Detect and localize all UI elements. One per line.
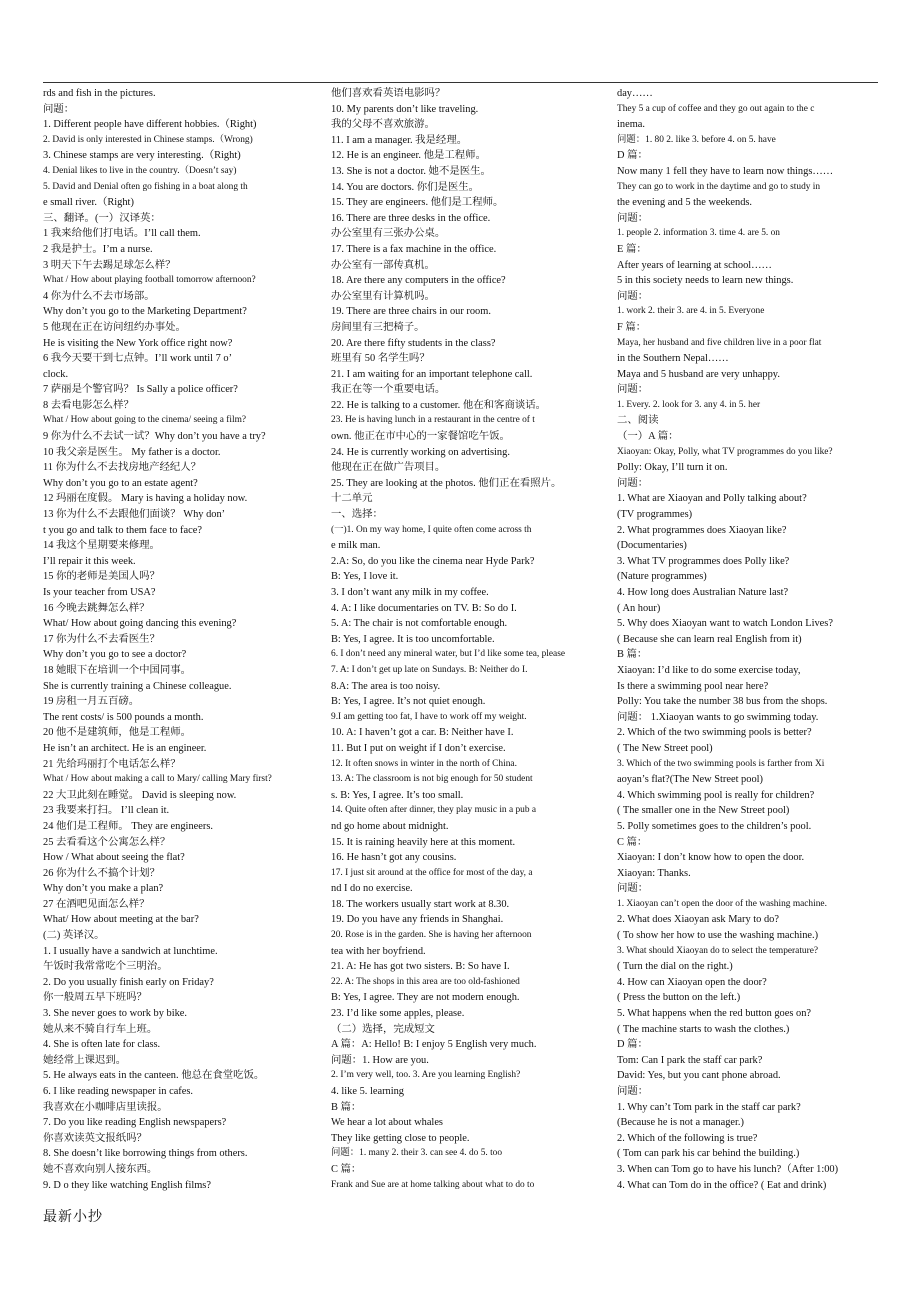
- text-line: 2. Which of the two swimming pools is better?: [617, 727, 812, 739]
- text-line: What / How about going to the cinema/ seeing a film?: [43, 415, 247, 426]
- text-line: E 篇：: [617, 243, 647, 255]
- text-line: 9.I am getting too fat, I have to work off my weight.: [331, 711, 527, 722]
- text-line: tea with her boyfriend.: [331, 945, 426, 957]
- text-line: What / How about playing football tomorrow afternoon?: [43, 275, 256, 286]
- text-line: inema.: [617, 119, 645, 131]
- text-line: 问题：: [617, 1086, 649, 1097]
- text-line: own. 他正在市中心的一家餐馆吃午饭。: [331, 431, 510, 443]
- text-line: 你喜欢读英文报纸吗？: [43, 1132, 147, 1144]
- text-line: 12. It often snows in winter in the north of China.: [331, 758, 517, 769]
- text-line: 16. He hasn’t got any cousins.: [331, 852, 457, 864]
- text-line: 3. What should Xiaoyan do to select the temperature?: [617, 945, 819, 956]
- text-line: B: Yes, I agree. It’s not quiet enough.: [331, 696, 486, 708]
- text-line: 2. Do you usually finish early on Friday?: [43, 976, 214, 988]
- text-line: 问题： 1.Xiaoyan wants to go swimming today.: [617, 711, 819, 723]
- text-line: Why don’t you go to an estate agent?: [43, 477, 198, 489]
- text-line: 4. She is often late for class.: [43, 1039, 161, 1051]
- header-rule: [43, 82, 878, 83]
- text-line: 15 你的老师是美国人吗？: [43, 571, 160, 583]
- text-line: 1. Why can’t Tom park in the staff car park?: [617, 1101, 801, 1113]
- text-line: 19. Do you have any friends in Shanghai.: [331, 914, 504, 926]
- text-line: 她经常上课迟到。: [43, 1054, 127, 1066]
- text-line: 十二单元: [331, 493, 373, 505]
- text-line: 27 在酒吧见面怎么样？: [43, 898, 150, 910]
- text-line: 10. A: I haven’t got a car. B: Neither have I.: [331, 727, 514, 739]
- text-line: 18 她眼下在培训一个中国同事。: [43, 664, 192, 676]
- text-line: 8. She doesn’t like borrowing things from others.: [43, 1148, 248, 1160]
- text-line: Xiaoyan: I don’t know how to open the door.: [617, 852, 805, 864]
- text-line: 17. I just sit around at the office for most of the day, a: [331, 867, 533, 878]
- text-line: Xiaoyan: Okay, Polly, what TV programmes do you like?: [617, 446, 833, 457]
- text-line: 11. I am a manager. 我是经理。: [331, 134, 468, 146]
- text-line: 2.A: So, do you like the cinema near Hyde Park?: [331, 555, 535, 567]
- text-line: 1. I usually have a sandwich at lunchtime.: [43, 945, 218, 957]
- text-line: 5 他现在正在访问纽约办事处。: [43, 321, 186, 333]
- text-line: 21. A: He has got two sisters. B: So have I.: [331, 961, 510, 973]
- text-line: 25 去看看这个公寓怎么样？: [43, 836, 171, 848]
- text-line: 二、阅读: [617, 415, 659, 427]
- text-line: day……: [617, 88, 653, 99]
- text-line: The rent costs/ is 500 pounds a month.: [43, 711, 204, 723]
- text-line: 5. David and Denial often go fishing in a boat along th: [43, 181, 248, 192]
- text-line: nd I do no exercise.: [331, 883, 413, 895]
- text-line: the evening and 5 the weekends.: [617, 197, 753, 209]
- text-line: 15. It is raining heavily here at this moment.: [331, 836, 516, 848]
- text-line: D 篇：: [617, 150, 648, 162]
- text-line: B 篇：: [331, 1101, 362, 1113]
- text-line: 办公室有一部传真机。: [331, 259, 435, 271]
- text-line: What/ How about meeting at the bar?: [43, 914, 199, 926]
- text-line: s. B: Yes, I agree. It’s too small.: [331, 789, 464, 801]
- text-line: 20 他不是建筑师，他是工程师。: [43, 727, 192, 739]
- text-line: 6. I like reading newspaper in cafes.: [43, 1086, 194, 1097]
- text-line: 三、翻译。(一）汉译英：: [43, 212, 161, 224]
- text-line: C 篇：: [331, 1163, 362, 1175]
- text-line: 1. work 2. their 3. are 4. in 5. Everyone: [617, 306, 765, 317]
- text-line: (二) 英译汉。: [43, 930, 105, 942]
- text-line: 4 你为什么不去市场部。: [43, 290, 155, 302]
- text-line: Now many 1 fell they have to learn now things……: [617, 165, 834, 177]
- text-line: 25. They are looking at the photos. 他们正在看照片。: [331, 477, 562, 489]
- text-line: 2. David is only interested in Chinese stamps.（Wrong): [43, 134, 253, 145]
- text-line: 4. How can Xiaoyan open the door?: [617, 976, 767, 988]
- text-line: t you go and talk to them face to face?: [43, 524, 202, 536]
- text-line: 18. Are there any computers in the office?: [331, 275, 506, 287]
- text-line: 他现在正在做广告项目。: [331, 462, 446, 474]
- text-line: D 篇：: [617, 1039, 648, 1051]
- text-line: 11. But I put on weight if I don’t exercise.: [331, 742, 506, 754]
- text-line: 办公室里有计算机吗。: [331, 290, 435, 302]
- text-line: 10 我父亲是医生。 My father is a doctor.: [43, 446, 221, 458]
- text-line: 一、选择：: [331, 509, 383, 521]
- text-line: 21 先给玛丽打个电话怎么样？: [43, 758, 181, 770]
- text-line: 20. Are there fifty students in the class?: [331, 337, 496, 349]
- text-line: 1. Xiaoyan can’t open the door of the washing machine.: [617, 898, 827, 909]
- text-line: 问题：1. many 2. their 3. can see 4. do 5. too: [331, 1148, 503, 1159]
- text-line: ( The New Street pool): [617, 742, 713, 754]
- text-line: Is your teacher from USA?: [43, 587, 156, 598]
- text-line: Frank and Sue are at home talking about what to do to: [331, 1179, 535, 1190]
- text-line: 班里有 50 名学生吗？: [331, 353, 430, 365]
- text-line: ( An hour): [617, 602, 661, 614]
- text-line: 5 in this society needs to learn new things.: [617, 275, 794, 287]
- text-line: ( Because she can learn real English from it): [617, 633, 802, 645]
- text-line: （二）选择，完成短文: [331, 1023, 435, 1035]
- text-line: 3. When can Tom go to have his lunch?（After 1:00): [617, 1163, 839, 1175]
- text-line: Xiaoyan: Thanks.: [617, 867, 691, 879]
- text-line: 3. She never goes to work by bike.: [43, 1008, 187, 1020]
- text-line: 问题：: [617, 477, 649, 489]
- text-line: 6 我今天要干到七点钟。I’ll work until 7 o’: [43, 353, 233, 365]
- text-line: B: Yes, I love it.: [331, 571, 399, 583]
- text-line: 问题：1. How are you.: [331, 1054, 429, 1066]
- column-middle: [331, 86, 591, 1193]
- text-line: They can go to work in the daytime and go to study in: [617, 181, 821, 192]
- text-line: 3. Chinese stamps are very interesting.（Right): [43, 150, 241, 162]
- text-line: 3. I don’t want any milk in my coffee.: [331, 587, 489, 598]
- text-line: 我喜欢在小咖啡店里读报。: [43, 1101, 168, 1113]
- text-line: e small river.（Right): [43, 197, 134, 209]
- text-line: He isn’t an architect. He is an engineer.: [43, 742, 207, 754]
- text-line: ( Press the button on the left.): [617, 992, 741, 1004]
- text-line: 5. A: The chair is not comfortable enough.: [331, 618, 508, 630]
- text-line: 4. How long does Australian Nature last?: [617, 587, 789, 598]
- text-line: What/ How about going dancing this evening?: [43, 618, 237, 630]
- column-left: [43, 86, 305, 1193]
- text-line: 17. There is a fax machine in the office.: [331, 243, 497, 255]
- text-line: 5. Why does Xiaoyan want to watch London Lives?: [617, 618, 833, 630]
- text-line: (Nature programmes): [617, 571, 707, 583]
- text-line: 4. A: I like documentaries on TV. B: So do I.: [331, 602, 517, 614]
- text-line: Tom: Can I park the staff car park?: [617, 1054, 763, 1066]
- text-line: 4. What can Tom do in the office? ( Eat and drink): [617, 1179, 827, 1191]
- text-line: 16 今晚去跳舞怎么样？: [43, 602, 150, 614]
- text-line: 7 萨丽是个警官吗？ Is Sally a police officer?: [43, 384, 238, 396]
- text-line: ( To show her how to use the washing machine.): [617, 930, 819, 942]
- text-line: I’ll repair it this week.: [43, 555, 136, 567]
- text-line: ( Tom can park his car behind the building.): [617, 1148, 800, 1160]
- text-line: clock.: [43, 368, 69, 380]
- text-line: 23. He is having lunch in a restaurant in the centre of t: [331, 415, 535, 426]
- text-line: (Because he is not a manager.): [617, 1117, 744, 1129]
- text-line: 13. She is not a doctor. 她不是医生。: [331, 165, 491, 177]
- text-line: 他们喜欢看英语电影吗？: [331, 88, 446, 99]
- text-line: 2. I’m very well, too. 3. Are you learning English?: [331, 1070, 521, 1081]
- text-line: rds and fish in the pictures.: [43, 88, 156, 99]
- page-footer: 最新小抄: [43, 1210, 103, 1225]
- text-line: 19. There are three chairs in our room.: [331, 306, 491, 318]
- text-line: 23. I’d like some apples, please.: [331, 1008, 465, 1020]
- text-line: 1. What are Xiaoyan and Polly talking about?: [617, 493, 807, 505]
- text-line: Why don’t you make a plan?: [43, 883, 164, 895]
- text-line: 13 你为什么不去跟他们面谈？ Why don’: [43, 509, 226, 521]
- text-line: 22. A: The shops in this area are too old-fashioned: [331, 976, 520, 987]
- text-line: 1. people 2. information 3. time 4. are 5. on: [617, 228, 780, 239]
- text-line: B: Yes, I agree. They are not modern enough.: [331, 992, 520, 1004]
- text-line: ( The smaller one in the New Street pool): [617, 805, 790, 817]
- text-line: F 篇：: [617, 321, 647, 333]
- text-line: 2. Which of the following is true?: [617, 1132, 758, 1144]
- text-line: B: Yes, I agree. It is too uncomfortable.: [331, 633, 495, 645]
- text-line: He is visiting the New York office right now?: [43, 337, 233, 349]
- text-line: ( The machine starts to wash the clothes.): [617, 1023, 790, 1035]
- text-line: 8 去看电影怎么样？: [43, 399, 134, 411]
- text-line: 20. Rose is in the garden. She is having her afternoon: [331, 930, 532, 941]
- text-line: 我正在等一个重要电话。: [331, 384, 446, 396]
- text-line: 12. He is an engineer. 他是工程师。: [331, 150, 486, 162]
- text-line: 3. What TV programmes does Polly like?: [617, 555, 790, 567]
- text-line: 21. I am waiting for an important telephone call.: [331, 368, 533, 380]
- text-line: （一）A 篇：: [617, 431, 679, 443]
- text-line: 17 你为什么不去看医生？: [43, 633, 160, 645]
- text-line: They like getting close to people.: [331, 1132, 470, 1144]
- text-line: 3. Which of the two swimming pools is farther from Xi: [617, 758, 825, 769]
- text-line: David: Yes, but you cant phone abroad.: [617, 1070, 781, 1082]
- text-line: How / What about seeing the flat?: [43, 852, 185, 864]
- text-line: What / How about making a call to Mary/ calling Mary first?: [43, 774, 272, 785]
- text-line: 问题：: [617, 883, 649, 895]
- text-line: 10. My parents don’t like traveling.: [331, 103, 479, 115]
- text-line: 你一般周五早下班吗？: [43, 992, 147, 1004]
- text-line: She is currently training a Chinese colleague.: [43, 680, 232, 692]
- text-line: 7. A: I don’t get up late on Sundays. B: Neither do I.: [331, 664, 528, 675]
- text-line: 她从来不骑自行车上班。: [43, 1023, 158, 1035]
- text-line: 问题：: [617, 290, 649, 302]
- text-line: ( Turn the dial on the right.): [617, 961, 733, 973]
- text-line: 5. He always eats in the canteen. 他总在食堂吃饭。: [43, 1070, 265, 1082]
- text-line: 7. Do you like reading English newspapers?: [43, 1117, 227, 1129]
- text-line: 26 你为什么不搞个计划？: [43, 867, 160, 879]
- column-right: [617, 86, 879, 1193]
- text-line: 2 我是护士。I’m a nurse.: [43, 243, 153, 255]
- text-line: 23 我要来打扫。 I’ll clean it.: [43, 805, 170, 817]
- text-line: 18. The workers usually start work at 8.30.: [331, 898, 510, 910]
- text-line: 13. A: The classroom is not big enough for 50 student: [331, 774, 533, 785]
- text-line: 4. Denial likes to live in the country.（Doesn’t say): [43, 165, 237, 176]
- text-line: (TV programmes): [617, 509, 693, 521]
- text-line: 14 我这个星期要来修理。: [43, 540, 160, 552]
- text-line: Why don’t you go to the Marketing Department?: [43, 306, 247, 318]
- text-line: 1. Every. 2. look for 3. any 4. in 5. her: [617, 399, 761, 410]
- text-line: 房间里有三把椅子。: [331, 321, 425, 333]
- text-line: They 5 a cup of coffee and they go out again to the c: [617, 103, 815, 114]
- text-line: 8.A: The area is too noisy.: [331, 680, 441, 692]
- text-line: We hear a lot about whales: [331, 1117, 443, 1129]
- text-line: 4. Which swimming pool is really for children?: [617, 789, 815, 801]
- text-line: 15. They are engineers. 他们是工程师。: [331, 197, 504, 209]
- text-line: 问题：: [617, 212, 649, 224]
- text-line: 她不喜欢向别人接东西。: [43, 1163, 158, 1175]
- text-line: 1. Different people have different hobbies.（Right): [43, 119, 257, 131]
- text-line: 问题：: [43, 103, 75, 115]
- text-line: 4. like 5. learning: [331, 1086, 405, 1097]
- text-line: nd go home about midnight.: [331, 820, 449, 832]
- text-line: 我的父母不喜欢旅游。: [331, 119, 435, 131]
- text-line: 16. There are three desks in the office.: [331, 212, 491, 224]
- text-line: 问题：: [617, 384, 649, 396]
- text-line: 5. Polly sometimes goes to the children’s pool.: [617, 820, 812, 832]
- text-line: 2. What programmes does Xiaoyan like?: [617, 524, 787, 536]
- text-line: Is there a swimming pool near here?: [617, 680, 769, 692]
- text-line: 24. He is currently working on advertising.: [331, 446, 510, 458]
- text-line: After years of learning at school……: [617, 259, 772, 271]
- text-line: Maya, her husband and five children live in a poor flat: [617, 337, 822, 348]
- text-line: Xiaoyan: I’d like to do some exercise today,: [617, 664, 801, 676]
- text-line: 2. What does Xiaoyan ask Mary to do?: [617, 914, 779, 926]
- text-line: Maya and 5 husband are very unhappy.: [617, 368, 780, 380]
- text-line: 办公室里有三张办公桌。: [331, 228, 446, 240]
- text-line: 22. He is talking to a customer. 他在和客商谈话。: [331, 399, 547, 411]
- text-line: 14. Quite often after dinner, they play music in a pub a: [331, 805, 537, 816]
- text-line: 1 我来给他们打电话。I’ll call them.: [43, 228, 201, 240]
- text-line: 9 你为什么不去试一试？Why don’t you have a try?: [43, 431, 266, 443]
- text-line: 5. What happens when the red button goes on?: [617, 1008, 812, 1020]
- text-line: 6. I don’t need any mineral water, but I’d like some tea, please: [331, 649, 566, 660]
- text-line: 24 他们是工程师。 They are engineers.: [43, 820, 213, 832]
- text-line: 午饭时我常常吃个三明治。: [43, 961, 168, 973]
- text-line: 14. You are doctors. 你们是医生。: [331, 181, 480, 193]
- text-line: B 篇：: [617, 649, 648, 661]
- text-line: 11 你为什么不去找房地产经纪人？: [43, 462, 202, 474]
- text-line: 12 玛丽在度假。 Mary is having a holiday now.: [43, 493, 248, 505]
- text-line: 22 大卫此刻在睡觉。 David is sleeping now.: [43, 789, 237, 801]
- text-line: Polly: You take the number 38 bus from the shops.: [617, 696, 828, 708]
- text-line: C 篇：: [617, 836, 648, 848]
- text-line: in the Southern Nepal……: [617, 353, 729, 365]
- text-line: (一)1. On my way home, I quite often come across th: [331, 524, 532, 535]
- text-line: 19 房租一月五百磅。: [43, 696, 140, 708]
- text-line: e milk man.: [331, 540, 381, 552]
- text-line: 9. D o they like watching English films?: [43, 1179, 211, 1191]
- text-line: aoyan’s flat?(The New Street pool): [617, 774, 763, 786]
- text-line: 3 明天下午去踢足球怎么样？: [43, 259, 176, 271]
- text-line: (Documentaries): [617, 540, 687, 552]
- text-line: Why don’t you go to see a doctor?: [43, 649, 187, 661]
- text-line: 问题：1. 80 2. like 3. before 4. on 5. have: [617, 134, 776, 145]
- text-line: Polly: Okay, I’ll turn it on.: [617, 462, 728, 474]
- text-line: A 篇：A: Hello! B: I enjoy 5 English very much.: [331, 1039, 537, 1051]
